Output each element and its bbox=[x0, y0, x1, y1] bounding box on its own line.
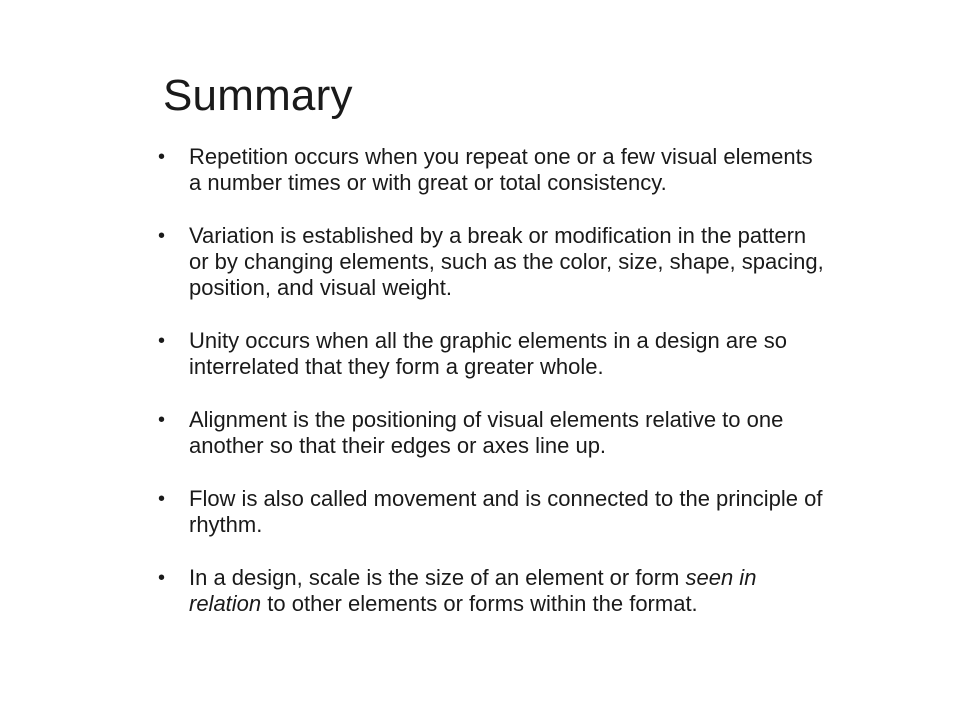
bullet-text: Unity occurs when all the graphic elements in a design are so interrelated that they form a greater whole. bbox=[189, 328, 787, 379]
bullet-text bbox=[189, 565, 756, 616]
bullet-unity bbox=[150, 328, 830, 380]
slide-title: Summary bbox=[163, 71, 353, 120]
bullet-text: Repetition occurs when you repeat one or a few visual elements a number times or with great or total consistency. bbox=[189, 144, 813, 195]
bullet-flow bbox=[150, 486, 830, 538]
bullet-dot-icon: • bbox=[158, 409, 166, 431]
bullet-list bbox=[150, 144, 830, 644]
bullet-dot-icon: • bbox=[158, 488, 166, 510]
bullet-dot-icon: • bbox=[158, 146, 166, 168]
bullet-text: Alignment is the positioning of visual elements relative to one another so that their edges or axes line up. bbox=[189, 407, 784, 458]
bullet-text: Variation is established by a break or modification in the pattern or by changing elements, such as the color, size, shape, spacing, position, and visual weight. bbox=[189, 223, 824, 300]
bullet-text-after: to other elements or forms within the format. bbox=[261, 591, 698, 616]
bullet-scale bbox=[150, 565, 830, 617]
bullet-dot-icon: • bbox=[158, 567, 166, 589]
bullet-dot-icon: • bbox=[158, 225, 166, 247]
bullet-alignment bbox=[150, 407, 830, 459]
bullet-text-emphasis: seen in relation bbox=[189, 565, 757, 616]
bullet-text: Flow is also called movement and is connected to the principle of rhythm. bbox=[189, 486, 823, 537]
bullet-dot-icon: • bbox=[158, 330, 166, 352]
bullet-text-before: In a design, scale is the size of an element or form bbox=[189, 565, 686, 590]
bullet-variation bbox=[150, 223, 830, 301]
bullet-repetition bbox=[150, 144, 830, 196]
